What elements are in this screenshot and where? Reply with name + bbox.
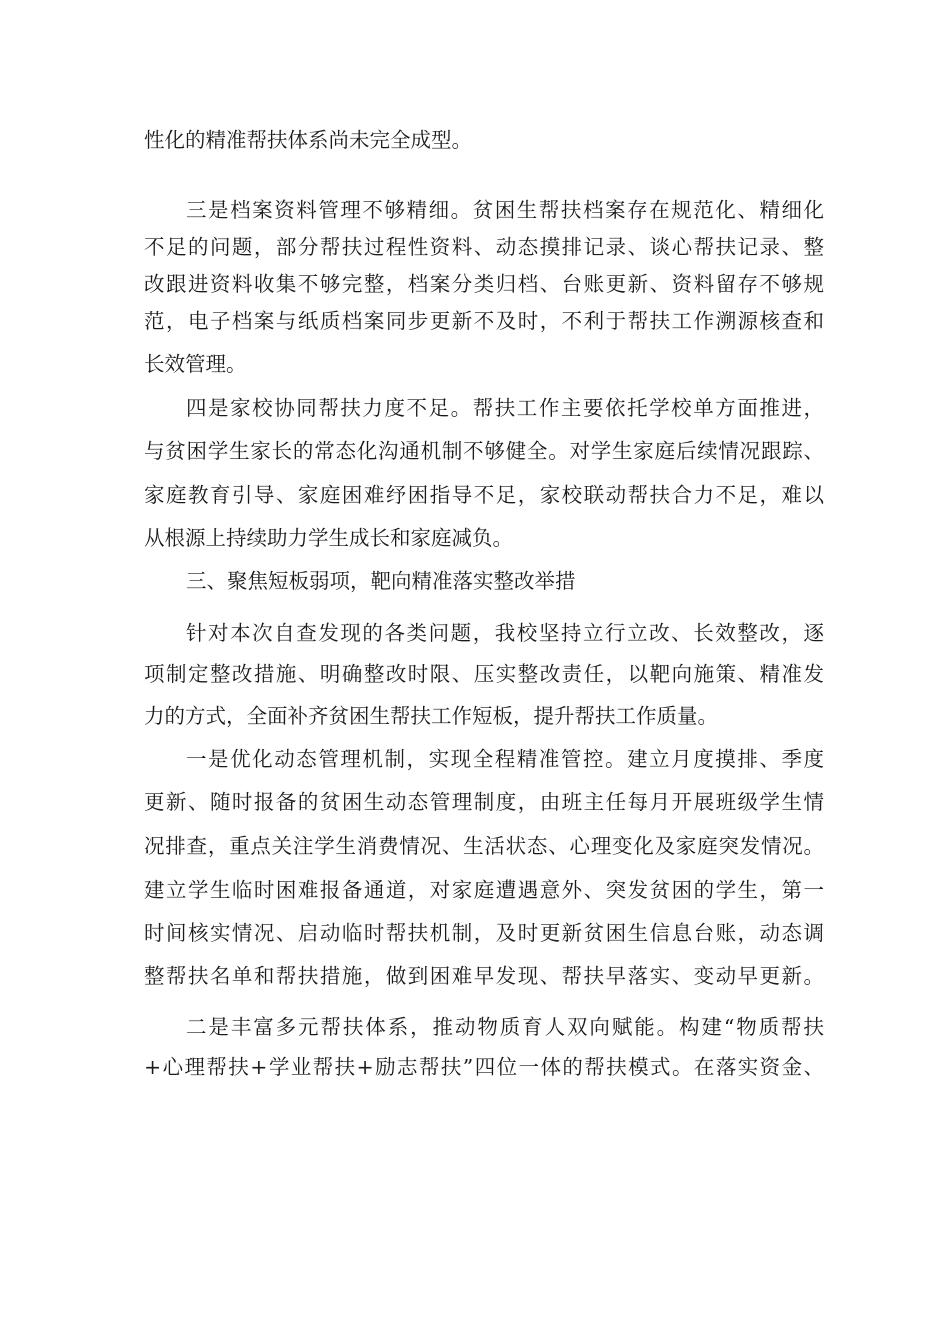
paragraph-line: 二是丰富多元帮扶体系，推动物质育人双向赋能。构建“物质帮扶 [186,1015,824,1039]
section-heading: 三、聚焦短板弱项，靶向精准落实整改举措 [186,569,576,593]
paragraph-line: 况排查，重点关注学生消费情况、生活状态、心理变化及家庭突发情况。 [144,834,824,858]
paragraph-line: 四是家校协同帮扶力度不足。帮扶工作主要依托学校单方面推进， [186,396,824,420]
paragraph-line: 改跟进资料收集不够完整，档案分类归档、台账更新、资料留存不够规 [144,272,824,296]
paragraph-line: 范，电子档案与纸质档案同步更新不及时，不利于帮扶工作溯源核查和 [144,309,824,333]
paragraph-line: 整帮扶名单和帮扶措施，做到困难早发现、帮扶早落实、变动早更新。 [144,964,824,988]
paragraph-line: 一是优化动态管理机制，实现全程精准管控。建立月度摸排、季度 [186,747,824,771]
paragraph-line: 从根源上持续助力学生成长和家庭减负。 [144,526,513,550]
paragraph-line: +心理帮扶+学业帮扶+励志帮扶”四位一体的帮扶模式。在落实资金、 [144,1055,824,1079]
paragraph-line: 家庭教育引导、家庭困难纾困指导不足，家校联动帮扶合力不足，难以 [144,483,824,507]
paragraph-line: 不足的问题，部分帮扶过程性资料、动态摸排记录、谈心帮扶记录、整 [144,235,824,259]
paragraph-line: 三是档案资料管理不够精细。贫困生帮扶档案存在规范化、精细化 [186,198,824,222]
paragraph-line: 项制定整改措施、明确整改时限、压实整改责任，以靶向施策、精准发 [144,662,824,686]
paragraph-line: 性化的精准帮扶体系尚未完全成型。 [144,128,472,152]
paragraph-line: 力的方式，全面补齐贫困生帮扶工作短板，提升帮扶工作质量。 [144,704,718,728]
paragraph-line: 时间核实情况、启动临时帮扶机制，及时更新贫困生信息台账，动态调 [144,921,824,945]
paragraph-line: 与贫困学生家长的常态化沟通机制不够健全。对学生家庭后续情况跟踪、 [144,439,824,463]
paragraph-line: 针对本次自查发现的各类问题，我校坚持立行立改、长效整改，逐 [186,621,824,645]
paragraph-line: 建立学生临时困难报备通道，对家庭遭遇意外、突发贫困的学生，第一 [144,878,824,902]
paragraph-line: 更新、随时报备的贫困生动态管理制度，由班主任每月开展班级学生情 [144,790,824,814]
paragraph-line: 长效管理。 [144,352,247,376]
